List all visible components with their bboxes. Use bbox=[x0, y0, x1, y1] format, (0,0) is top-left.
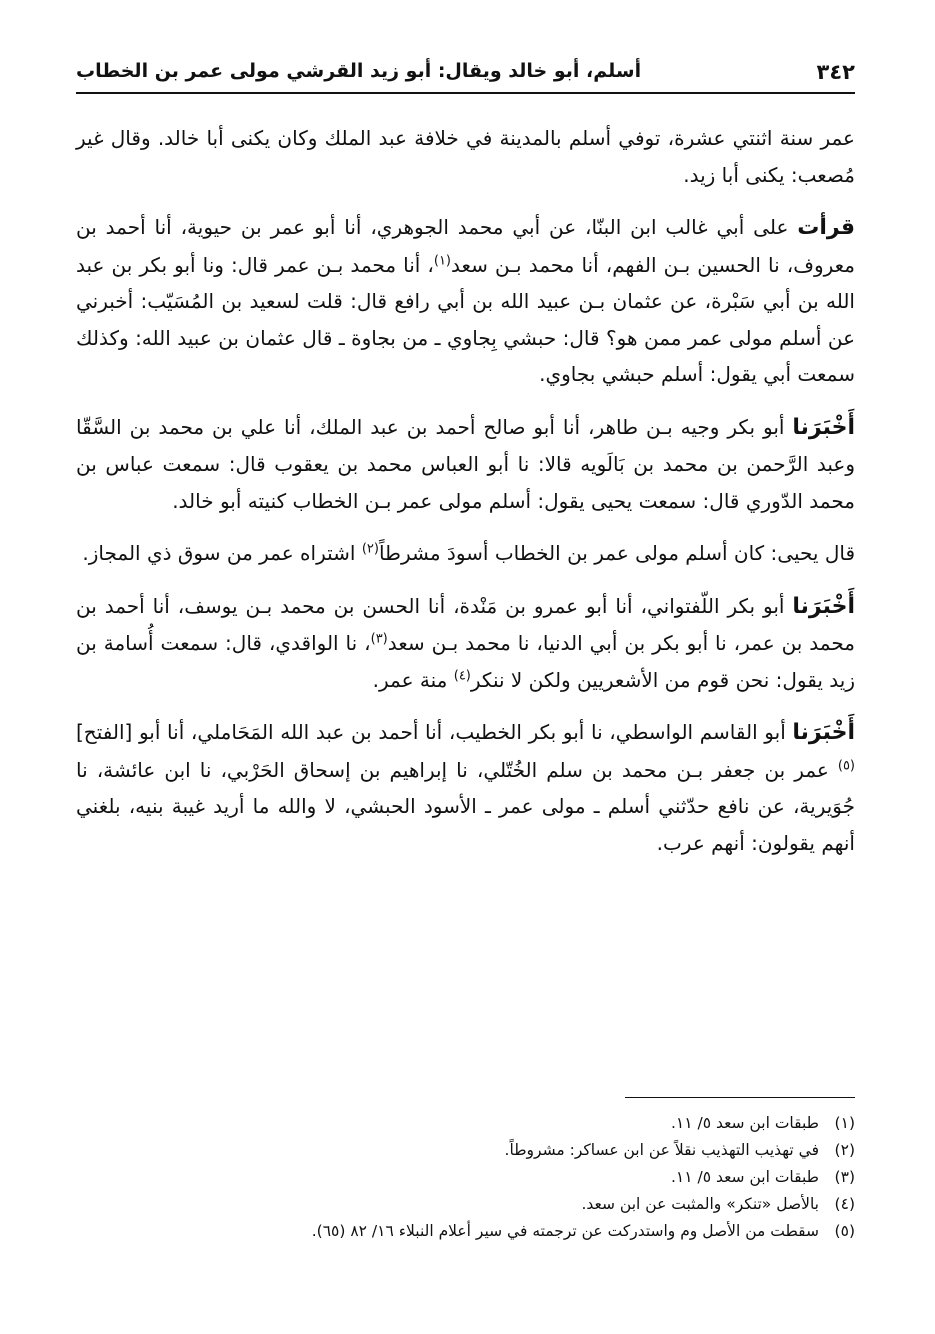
paragraph-3 bbox=[76, 409, 855, 520]
footnote-number: (٢) bbox=[834, 1141, 855, 1159]
footnote-2 bbox=[76, 1137, 855, 1164]
paragraph-text: على أبي غالب ابن البنّا، عن أبي محمد الجوهري، أنا أبو عمر بن حيوية، أنا أحمد بن معروف، نا الحسين بـن الفهم، أنا محمد بـن سعد bbox=[76, 215, 855, 277]
paragraph-text: أبو بكر وجيه بـن طاهر، أنا أبو صالح أحمد بن عبد الملك، أنا علي بن محمد بن السَّقّا وعبد الرَّحمن بن محمد بن بَالَويه قالا: نا أبو العباس محمد بن يعقوب قال: سمعت عباس بن محمد الدّوري قال: سمعت يحيى يقول: أسلم مولى عمر بـن الخطاب كنيته أبو خالد. bbox=[76, 414, 855, 513]
paragraph-lead: أَخْبَرَنا bbox=[792, 593, 855, 619]
paragraph-6 bbox=[76, 714, 855, 861]
paragraph-lead: أَخْبَرَنا bbox=[792, 414, 855, 440]
paragraph-lead: قرأت bbox=[797, 215, 855, 240]
paragraph-text: عمر بن جعفر بـن محمد بن سلم الخُتّلي، نا إبراهيم بن إسحاق الحَرْبي، نا ابن عائشة، نا جُوَيرية، عن نافع حدّثني أسلم ـ مولى عمر ـ الأسود الحبشي، لا والله ما أريد غيبة بنيه، بلغني أنهم يقولون: أنهم عرب. bbox=[76, 757, 855, 855]
footnote-ref[interactable]: (٣) bbox=[370, 631, 388, 647]
footnote-text: في تهذيب التهذيب نقلاً عن ابن عساكر: مشروطاً. bbox=[504, 1141, 819, 1159]
paragraph-text: ، نا الواقدي، قال: سمعت أُسامة بن زيد يقول: نحن قوم من الأشعريين ولكن لا ننكر bbox=[76, 631, 855, 692]
paragraph-5 bbox=[76, 588, 855, 699]
page-number: ٣٤٢ bbox=[816, 60, 855, 84]
footnote-divider bbox=[625, 1097, 855, 1098]
paragraph-text: أبو بكر اللّفتواني، أنا أبو عمرو بن مَنْدة، أنا الحسن بن محمد بـن يوسف، أنا أحمد بن محمد بن عمر، نا أبو بكر بن أبي الدنيا، نا محمد بـن سعد bbox=[76, 593, 855, 655]
paragraph-text: قال يحيى: كان أسلم مولى عمر بن الخطاب أسودَ مشرطاً bbox=[378, 541, 855, 565]
footnote-text: سقطت من الأصل وم واستدركت عن ترجمته في سير أعلام النبلاء ١٦/ ٨٢ (٦٥). bbox=[311, 1222, 819, 1240]
running-head bbox=[76, 56, 855, 94]
paragraph-lead: أَخْبَرَنا bbox=[792, 720, 855, 745]
footnote-ref[interactable]: (١) bbox=[433, 252, 451, 268]
footnote-number: (١) bbox=[834, 1114, 855, 1132]
footnote-ref[interactable]: (٢) bbox=[361, 541, 379, 557]
footnote-text: بالأصل «تنكر» والمثبت عن ابن سعد. bbox=[581, 1195, 819, 1213]
footnote-text: طبقات ابن سعد ٥/ ١١. bbox=[670, 1114, 819, 1132]
paragraph-2 bbox=[76, 209, 855, 393]
paragraph-text: اشتراه عمر من سوق ذي المجاز. bbox=[82, 541, 362, 565]
footnote-1 bbox=[76, 1110, 855, 1137]
footnote-number: (٣) bbox=[834, 1168, 855, 1186]
paragraph-4 bbox=[76, 535, 855, 572]
running-title: أسلم، أبو خالد ويقال: أبو زيد القرشي مولى عمر بن الخطاب bbox=[76, 60, 642, 82]
paragraph-text: ، أنا محمد بـن عمر قال: ونا أبو بكر بن عبد الله بن أبي سَبْرة، عن عثمان بـن عبيد الله بن أبي رافع قال: قلت لسعيد بن المُسَيّب: أخبرني عن أسلم مولى عمر ممن هو؟ قال: حبشي بِجاوي ـ من بجاوة ـ قال عثمان بن عبيد الله: وكذلك سمعت أبي يقول: أسلم حبشي بجاوي. bbox=[76, 252, 855, 386]
footnote-text: طبقات ابن سعد ٥/ ١١. bbox=[670, 1168, 819, 1186]
paragraph-text: عمر سنة اثنتي عشرة، توفي أسلم بالمدينة في خلافة عبد الملك وكان يكنى أبا خالد. وقال غير مُصعب: يكنى أبا زيد. bbox=[76, 126, 855, 187]
paragraph-text: أبو القاسم الواسطي، نا أبو بكر الخطيب، أنا أحمد بن عبد الله المَحَاملي، أنا أبو [الفتح] bbox=[76, 720, 793, 744]
footnote-4 bbox=[76, 1191, 855, 1218]
footnote-ref[interactable]: (٤) bbox=[453, 667, 471, 683]
footnote-ref[interactable]: (٥) bbox=[837, 757, 855, 773]
paragraph-text: منة عمر. bbox=[372, 667, 454, 692]
footnote-number: (٥) bbox=[834, 1222, 855, 1240]
footnote-5 bbox=[76, 1218, 855, 1245]
paragraph-1 bbox=[76, 120, 855, 193]
footnote-number: (٤) bbox=[834, 1195, 855, 1213]
main-text bbox=[76, 120, 855, 877]
footnote-3 bbox=[76, 1164, 855, 1191]
footnotes bbox=[76, 1110, 855, 1245]
